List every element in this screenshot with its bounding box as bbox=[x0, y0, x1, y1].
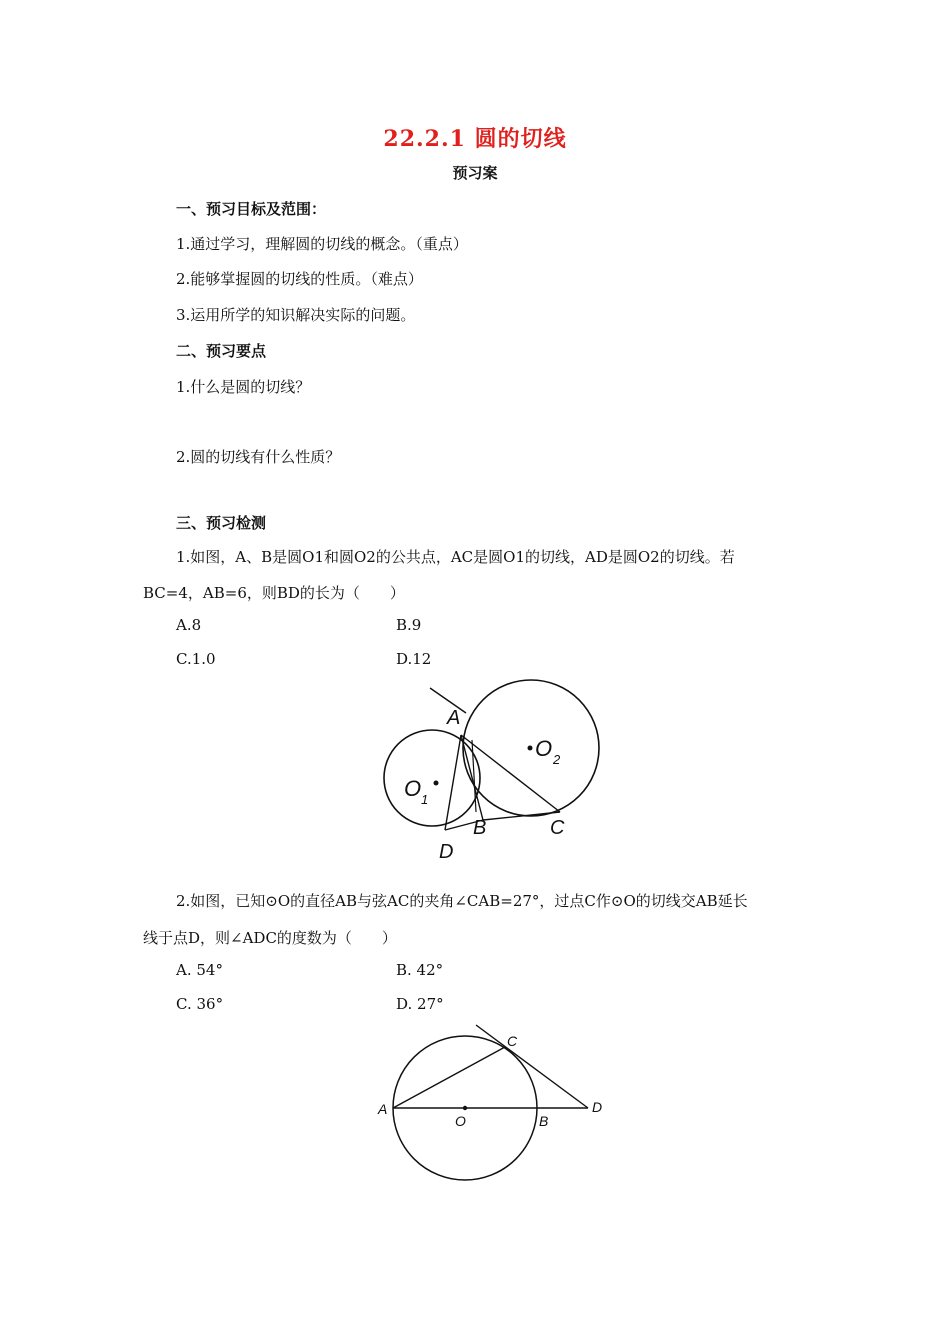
segment-bc bbox=[483, 812, 560, 820]
page-subtitle: 预习案 bbox=[452, 164, 498, 182]
question-2-option-a: A. 54° bbox=[176, 961, 223, 979]
question-2-option-b: B. 42° bbox=[396, 961, 444, 979]
label-b: B bbox=[539, 1113, 549, 1129]
center-o1 bbox=[434, 781, 439, 786]
goal-item: 2.能够掌握圆的切线的性质。（难点） bbox=[176, 270, 423, 288]
question-2-option-d: D. 27° bbox=[396, 995, 444, 1013]
section-heading-goals: 一、预习目标及范围： bbox=[176, 200, 327, 218]
tangent-cd bbox=[476, 1025, 588, 1108]
label-a: A bbox=[447, 707, 461, 729]
label-a: A bbox=[378, 1101, 388, 1117]
label-o: O bbox=[455, 1113, 466, 1129]
label-b: B bbox=[473, 817, 487, 839]
question-1-option-c: C.1.0 bbox=[176, 650, 216, 668]
center-o bbox=[463, 1106, 467, 1110]
question-1-option-d: D.12 bbox=[396, 650, 432, 668]
label-o1: O bbox=[404, 776, 422, 801]
question-1-option-b: B.9 bbox=[396, 616, 422, 634]
label-d: D bbox=[439, 841, 454, 863]
section-heading-check: 三、预习检测 bbox=[176, 514, 267, 532]
question-1-figure bbox=[370, 672, 610, 864]
goal-item: 3.运用所学的知识解决实际的问题。 bbox=[176, 306, 416, 324]
label-o1-sub: 1 bbox=[421, 792, 429, 807]
question-1-stem: 1.如图，A、B是圆O1和圆O2的公共点，AC是圆O1的切线，AD是圆O2的切线。若 bbox=[176, 548, 735, 566]
question-2-stem-cont: 线于点D，则∠ADC的度数为（ ） bbox=[143, 929, 397, 947]
keypoint-item: 2.圆的切线有什么性质？ bbox=[176, 448, 341, 466]
section-heading-keypoints: 二、预习要点 bbox=[176, 342, 267, 360]
question-2-option-c: C. 36° bbox=[176, 995, 224, 1013]
chord-ac bbox=[393, 1047, 505, 1108]
label-c: C bbox=[550, 817, 565, 839]
center-o2 bbox=[528, 746, 533, 751]
label-o2: O bbox=[535, 736, 553, 761]
question-2-stem: 2.如图，已知⊙O的直径AB与弦AC的夹角∠CAB=27°，过点C作⊙O的切线交AB延长 bbox=[176, 892, 748, 910]
keypoint-item: 1.什么是圆的切线？ bbox=[176, 378, 311, 396]
question-2-figure bbox=[370, 1018, 620, 1188]
page-title: 22.2.1 圆的切线 bbox=[383, 126, 567, 152]
segment-ad bbox=[445, 735, 461, 830]
label-d: D bbox=[592, 1099, 603, 1115]
label-o2-sub: 2 bbox=[553, 752, 561, 767]
label-c: C bbox=[507, 1033, 518, 1049]
question-1-option-a: A.8 bbox=[176, 616, 202, 634]
circle-o1 bbox=[384, 730, 480, 826]
goal-item: 1.通过学习，理解圆的切线的概念。（重点） bbox=[176, 235, 468, 253]
question-1-stem-cont: BC=4，AB=6，则BD的长为（ ） bbox=[143, 584, 405, 602]
